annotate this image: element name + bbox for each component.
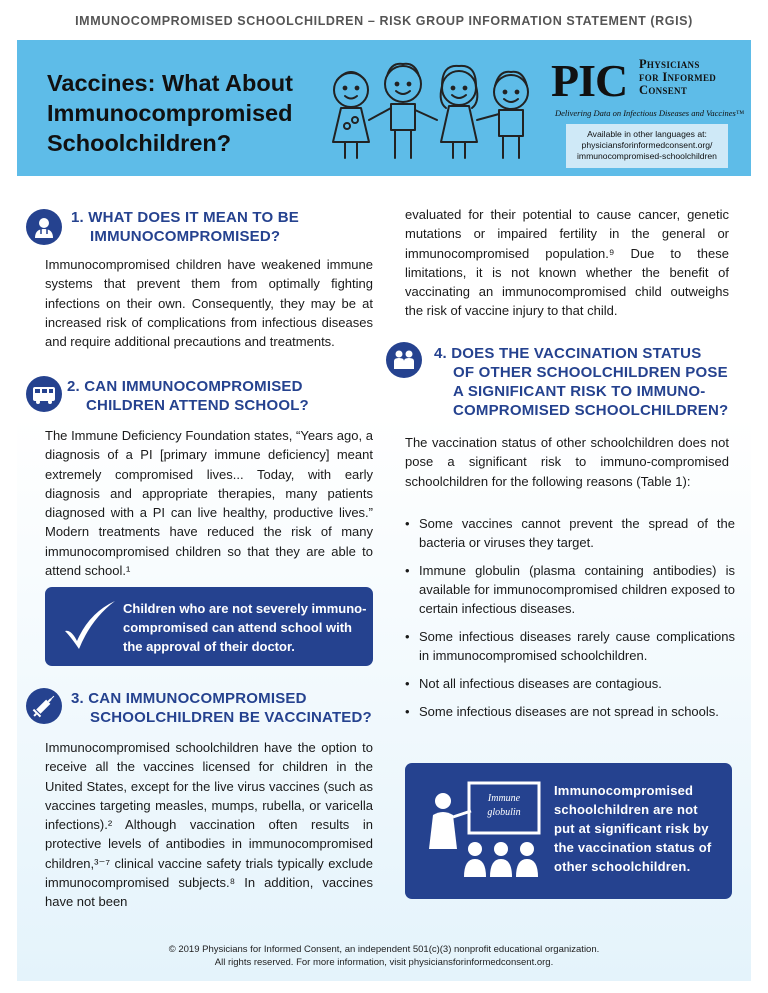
heading-line: 1. WHAT DOES IT MEAN TO BE [71, 209, 299, 226]
header-banner [17, 40, 751, 176]
heading-line: OF OTHER SCHOOLCHILDREN POSE [453, 364, 728, 381]
logo-tagline: Delivering Data on Infectious Diseases and Vaccines™ [555, 108, 745, 118]
title-line: Immunocompromised [47, 100, 293, 126]
list-item: • Some infectious diseases rarely cause complications in immunocompromised schoolchildren. [405, 629, 735, 663]
languages-link[interactable]: immunocompromised-schoolchildren [577, 151, 717, 161]
section-3-paragraph-continued: evaluated for their potential to cause cancer, genetic mutations or impaired fertility in the general or immunocompromised population.⁹ Due to these limitations, it is not known whether the benefit of vaccinating an immunocompromised child outweighs the risk of vaccine injury to that child. [405, 207, 729, 319]
callout-line: the approval of their doctor. [123, 639, 295, 654]
list-item-text: Not all infectious diseases are contagious. [419, 676, 662, 691]
callout-line: the vaccination status of [554, 840, 712, 855]
page-title [47, 68, 317, 158]
risk-callout-text [554, 781, 724, 876]
board-text: Immune [487, 793, 521, 804]
heading-line: 3. CAN IMMUNOCOMPROMISED [71, 690, 307, 707]
board-text: globulin [487, 807, 521, 818]
callout-line: other schoolchildren. [554, 859, 691, 874]
callout-line: put at significant risk by [554, 821, 709, 836]
languages-link[interactable]: physiciansforinformedconsent.org/ [581, 140, 713, 150]
logo-org-line: for Informed [639, 70, 717, 84]
teacher-icon [419, 777, 547, 887]
footer-line: All rights reserved. For more information, visit physiciansforinformedconsent.org. [214, 957, 554, 968]
syringe-icon [26, 688, 62, 724]
logo-org-line: Consent [639, 83, 688, 97]
list-item-text: Some infectious diseases are not spread in schools. [419, 704, 719, 719]
heading-line: 4. DOES THE VACCINATION STATUS [434, 345, 702, 362]
footer-line: © 2019 Physicians for Informed Consent, an independent 501(c)(3) nonprofit educational organization. [168, 944, 600, 955]
section-1-heading [71, 208, 371, 246]
section-3-paragraph: Immunocompromised schoolchildren have the option to receive all the vaccines licensed for children in the United States, except for the live virus vaccines (such as vaccines targeting measles, mumps, rubella, or varicella infections).² Although vaccination often results in protective levels of antibodies in immunocompromised children,³⁻⁷ clinical vaccine safety trials typically exclude immunocompromised subjects.⁸ In addition, vaccines have not been [45, 740, 373, 910]
languages-box [566, 124, 728, 168]
callout-line: Children who are not severely immuno- [123, 601, 367, 616]
section-1-paragraph: Immunocompromised children have weakened immune systems that prevent them from optimally fighting infections on their own. Consequently, they may be at increased risk of complications from infectious diseases and require additional precautions and treatments. [45, 257, 373, 350]
heading-line: COMPROMISED SCHOOLCHILDREN? [453, 402, 729, 419]
logo-org-name [639, 58, 749, 97]
heading-line: A SIGNIFICANT RISK TO IMMUNO- [453, 383, 706, 400]
section-2-paragraph: The Immune Deficiency Foundation states, “Years ago, a diagnosis of a PI [primary immune deficiency] meant extremely compromised lives... Today, with early diagnosis and appropriate therapies, many patients diagnosed with a PI can live healthy, productive lives.” Modern treatments have reduced the risk of many immunocompromised children so that they are able to attend school.¹ [45, 428, 373, 579]
callout-line: compromised can attend school with [123, 620, 352, 635]
footer [0, 943, 768, 969]
section-4-paragraph: The vaccination status of other schoolchildren does not pose a significant risk to immuno-compromised schoolchildren for the following reasons (Table 1): [405, 435, 729, 489]
document-top-label: IMMUNOCOMPROMISED SCHOOLCHILDREN – RISK GROUP INFORMATION STATEMENT (RGIS) [75, 14, 693, 28]
children-icon [386, 342, 422, 378]
logo-org-line: Physicians [639, 57, 700, 71]
heading-line: CHILDREN ATTEND SCHOOL? [86, 397, 309, 414]
attend-school-callout-text [123, 599, 371, 656]
list-item-text: Some vaccines cannot prevent the spread of the bacteria or viruses they target. [419, 516, 735, 550]
languages-line: Available in other languages at: [587, 129, 707, 139]
callout-line: schoolchildren are not [554, 802, 698, 817]
list-item: • Immune globulin (plasma containing antibodies) is available for immunocompromised children exposed to certain infectious diseases. [405, 563, 735, 616]
checkmark-icon [59, 597, 119, 657]
children-illustration-icon [317, 54, 542, 164]
callout-line: Immunocompromised [554, 783, 694, 798]
title-line: Schoolchildren? [47, 130, 232, 156]
list-item: • Some vaccines cannot prevent the spread of the bacteria or viruses they target. [405, 516, 735, 550]
attend-school-callout [45, 587, 373, 666]
list-item: • Not all infectious diseases are contagious. [405, 676, 662, 691]
list-item-text: Some infectious diseases rarely cause complications in immunocompromised schoolchildren. [419, 629, 735, 663]
section-3-heading [71, 689, 381, 727]
heading-line: 2. CAN IMMUNOCOMPROMISED [67, 378, 303, 395]
list-item: • Some infectious diseases are not spread in schools. [405, 704, 719, 719]
section-4-heading [434, 344, 744, 420]
school-bus-icon [26, 376, 62, 412]
risk-callout [405, 763, 732, 899]
doctor-icon [26, 209, 62, 245]
logo-mark: PIC [551, 55, 628, 106]
heading-line: IMMUNOCOMPROMISED? [90, 228, 281, 245]
heading-line: SCHOOLCHILDREN BE VACCINATED? [90, 709, 372, 726]
title-line: Vaccines: What About [47, 70, 293, 96]
reasons-list [405, 514, 735, 730]
section-2-heading [67, 377, 367, 415]
list-item-text: Immune globulin (plasma containing antibodies) is available for immunocompromised children exposed to certain infectious diseases. [419, 563, 735, 616]
